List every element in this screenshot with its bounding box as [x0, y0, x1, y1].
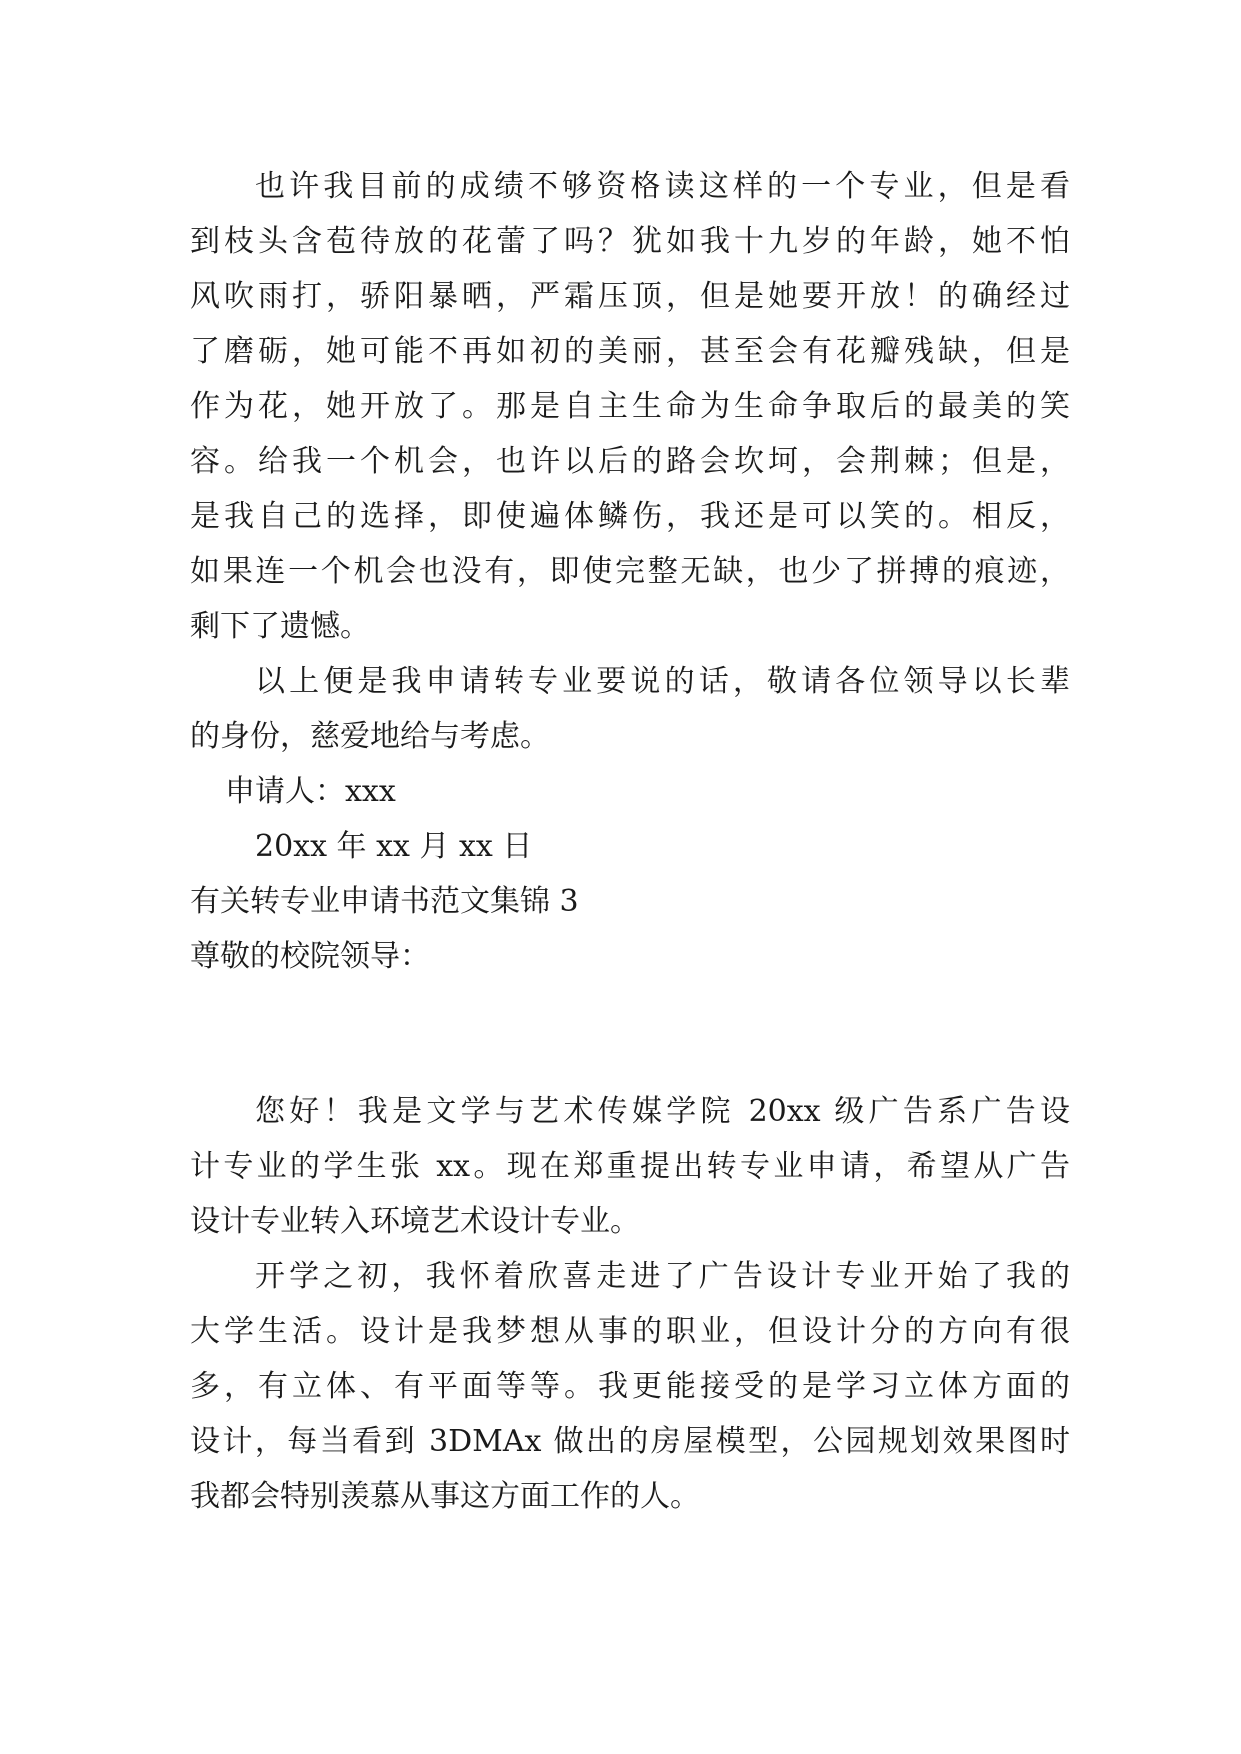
paragraph-line: 我都会特别羡慕从事这方面工作的人。 [190, 1479, 700, 1514]
paragraph-line: 多，有立体、有平面等等。我更能接受的是学习立体方面的 [190, 1369, 1070, 1404]
paragraph-line: 您好！我是文学与艺术传媒学院 20xx 级广告系广告设 [255, 1094, 1070, 1129]
paragraph-line: 也许我目前的成绩不够资格读这样的一个专业，但是看 [255, 169, 1070, 204]
paragraph-line: 设计专业转入环境艺术设计专业。 [190, 1204, 640, 1239]
section-heading: 有关转专业申请书范文集锦 3 [190, 884, 579, 919]
paragraph-line: 容。给我一个机会，也许以后的路会坎坷，会荆棘；但是， [190, 444, 1070, 479]
paragraph-line: 以上便是我申请转专业要说的话，敬请各位领导以长辈 [255, 664, 1070, 699]
salutation: 尊敬的校院领导： [190, 939, 430, 974]
paragraph-line: 了磨砺，她可能不再如初的美丽，甚至会有花瓣残缺，但是 [190, 334, 1070, 369]
paragraph-line: 剩下了遗憾。 [190, 609, 370, 644]
paragraph-line: 作为花，她开放了。那是自主生命为生命争取后的最美的笑 [190, 389, 1070, 424]
paragraph-line: 到枝头含苞待放的花蕾了吗？犹如我十九岁的年龄，她不怕 [190, 224, 1070, 259]
paragraph-line: 风吹雨打，骄阳暴晒，严霜压顶，但是她要开放！的确经过 [190, 279, 1070, 314]
paragraph-line: 设计，每当看到 3DMAx 做出的房屋模型，公园规划效果图时 [190, 1424, 1070, 1459]
paragraph-line: 开学之初，我怀着欣喜走进了广告设计专业开始了我的 [255, 1259, 1070, 1294]
paragraph-line: 是我自己的选择，即使遍体鳞伤，我还是可以笑的。相反， [190, 499, 1070, 534]
paragraph-line: 大学生活。设计是我梦想从事的职业，但设计分的方向有很 [190, 1314, 1070, 1349]
paragraph-line: 的身份，慈爱地给与考虑。 [190, 719, 550, 754]
applicant-line: 申请人：xxx [225, 774, 396, 809]
date-line: 20xx 年 xx 月 xx 日 [255, 829, 533, 864]
paragraph-line: 如果连一个机会也没有，即使完整无缺，也少了拼搏的痕迹， [190, 554, 1070, 589]
paragraph-line: 计专业的学生张 xx。现在郑重提出转专业申请，希望从广告 [190, 1149, 1070, 1184]
